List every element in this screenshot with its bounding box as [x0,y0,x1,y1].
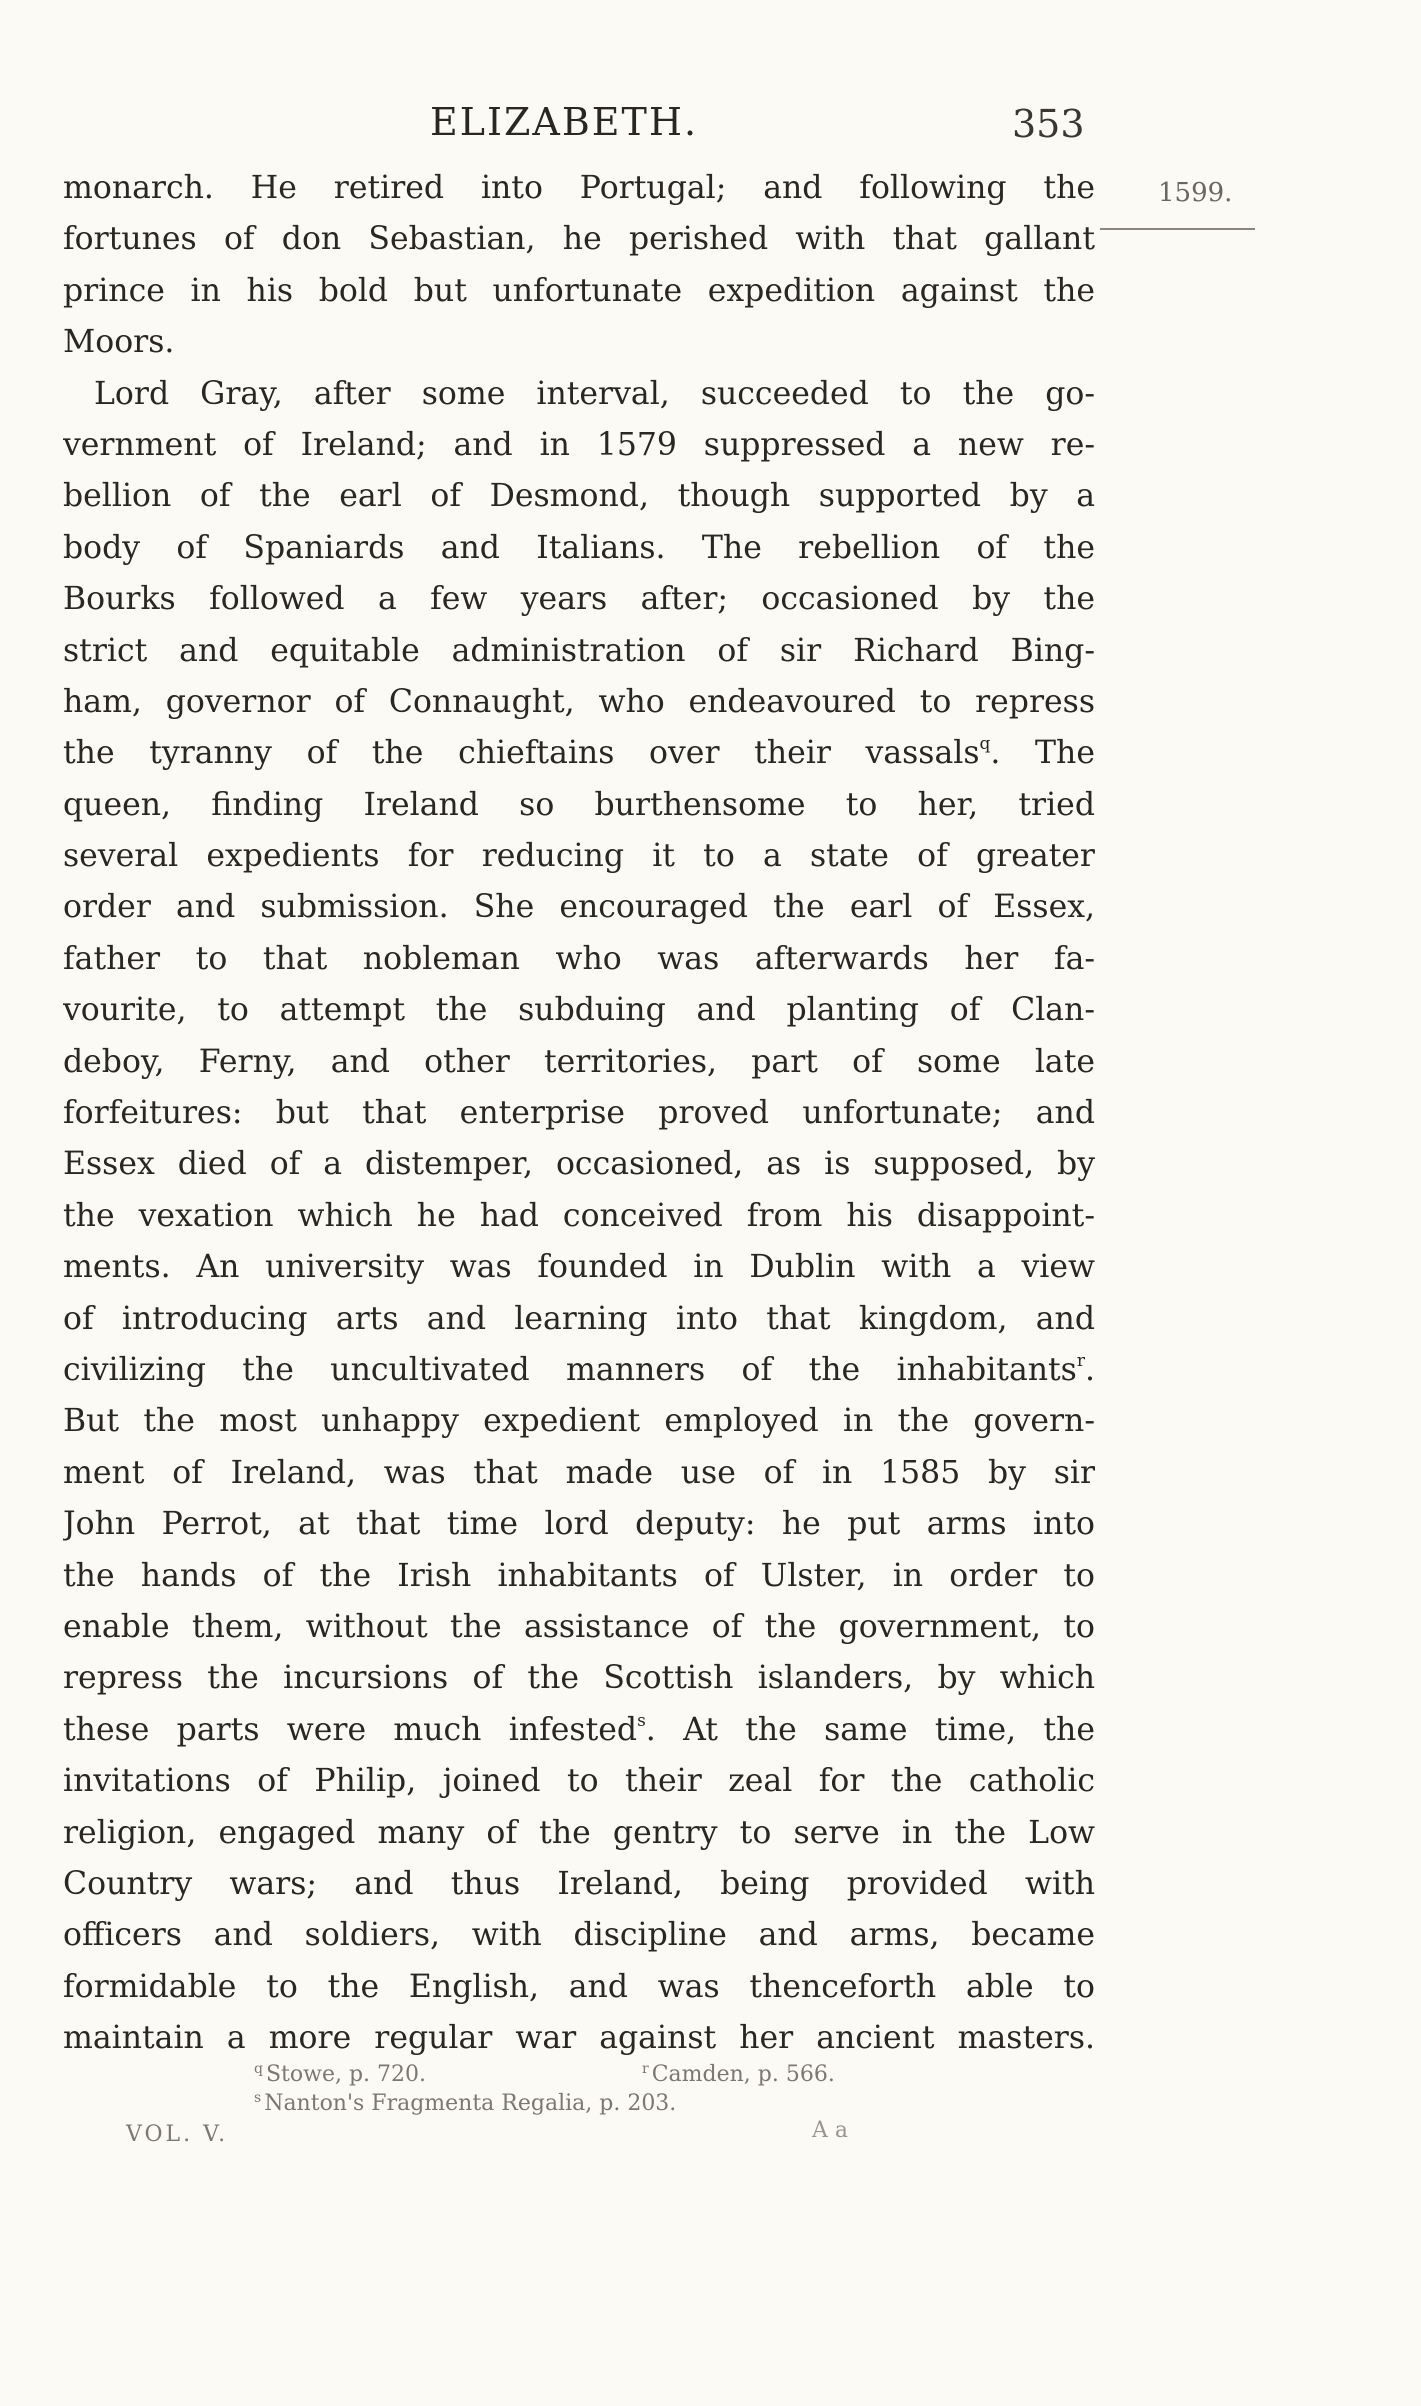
text-line: ment of Ireland, was that made use of in 1585 by sir [63,1454,1095,1491]
text-line: queen, finding Ireland so burthensome to her, tried [63,786,1095,823]
text-line: these parts were much infested$^s$. At the same time, the [63,1710,1095,1748]
margin-rule [1100,228,1255,230]
text-line: Essex died of a distemper, occasioned, as is supposed, by [63,1146,1095,1183]
footnote-r: $^r$ Camden, p. 566. [642,2061,835,2087]
running-head-title: ELIZABETH. [430,100,699,144]
text-line: But the most unhappy expedient employed in the govern- [63,1403,1095,1440]
text-line: formidable to the English, and was thenceforth able to [63,1968,1095,2005]
text-line: fortunes of don Sebastian, he perished with that gallant [63,221,1095,258]
text-line: civilizing the uncultivated manners of the inhabitants$^r$. [63,1350,1095,1388]
text-line: bellion of the earl of Desmond, though supported by a [63,478,1095,515]
text-line: the tyranny of the chieftains over their vassals$^q$. The [63,734,1095,772]
text-line: ments. An university was founded in Dublin with a view [63,1249,1095,1286]
text-line: the vexation which he had conceived from his disappoint- [63,1197,1095,1234]
text-line: invitations of Philip, joined to their zeal for the catholic [63,1763,1095,1800]
footnote-q: $^q$ Stowe, p. 720. [254,2061,427,2087]
volume-mark: VOL. V. [126,2122,229,2147]
text-line: strict and equitable administration of sir Richard Bing- [63,632,1095,669]
margin-year-note: 1599. [1158,178,1233,208]
text-line: deboy, Ferny, and other territories, part of some late [63,1043,1095,1080]
signature-mark: A a [812,2118,848,2143]
text-line: John Perrot, at that time lord deputy: he put arms into [63,1506,1095,1543]
text-line: Moors. [63,324,175,361]
text-line: order and submission. She encouraged the earl of Essex, [63,889,1095,926]
text-line: the hands of the Irish inhabitants of Ulster, in order to [63,1557,1095,1594]
text-line: vourite, to attempt the subduing and planting of Clan- [63,992,1095,1029]
footnote-ref-q: q [979,734,991,755]
page-number: 353 [1012,102,1085,146]
text-line: several expedients for reducing it to a state of greater [63,838,1095,875]
footnote-ref-r: r [1076,1350,1085,1371]
text-line: monarch. He retired into Portugal; and following the [63,170,1095,206]
text-line: father to that nobleman who was afterwards her fa- [63,940,1095,977]
text-line: repress the incursions of the Scottish islanders, by which [63,1660,1095,1697]
footnote-s: $^s$ Nanton's Fragmenta Regalia, p. 203. [254,2090,677,2116]
text-line: body of Spaniards and Italians. The rebellion of the [63,529,1095,566]
text-line: ham, governor of Connaught, who endeavoured to repress [63,683,1095,720]
text-line: prince in his bold but unfortunate expedition against the [63,272,1095,309]
text-line: maintain a more regular war against her ancient masters. [63,2020,1095,2057]
text-line: Lord Gray, after some interval, succeeded to the go- [94,375,1095,412]
text-line: Country wars; and thus Ireland, being provided with [63,1865,1095,1902]
text-line: of introducing arts and learning into that kingdom, and [63,1300,1095,1337]
text-line: vernment of Ireland; and in 1579 suppressed a new re- [63,426,1095,463]
text-line: officers and soldiers, with discipline and arms, became [63,1917,1095,1954]
footnote-ref-s: s [637,1710,646,1731]
text-line: enable them, without the assistance of the government, to [63,1608,1095,1645]
text-line: religion, engaged many of the gentry to serve in the Low [63,1814,1095,1851]
text-line: forfeitures: but that enterprise proved unfortunate; and [63,1095,1095,1132]
text-line: Bourks followed a few years after; occasioned by the [63,581,1095,618]
body-text [63,163,1095,2064]
